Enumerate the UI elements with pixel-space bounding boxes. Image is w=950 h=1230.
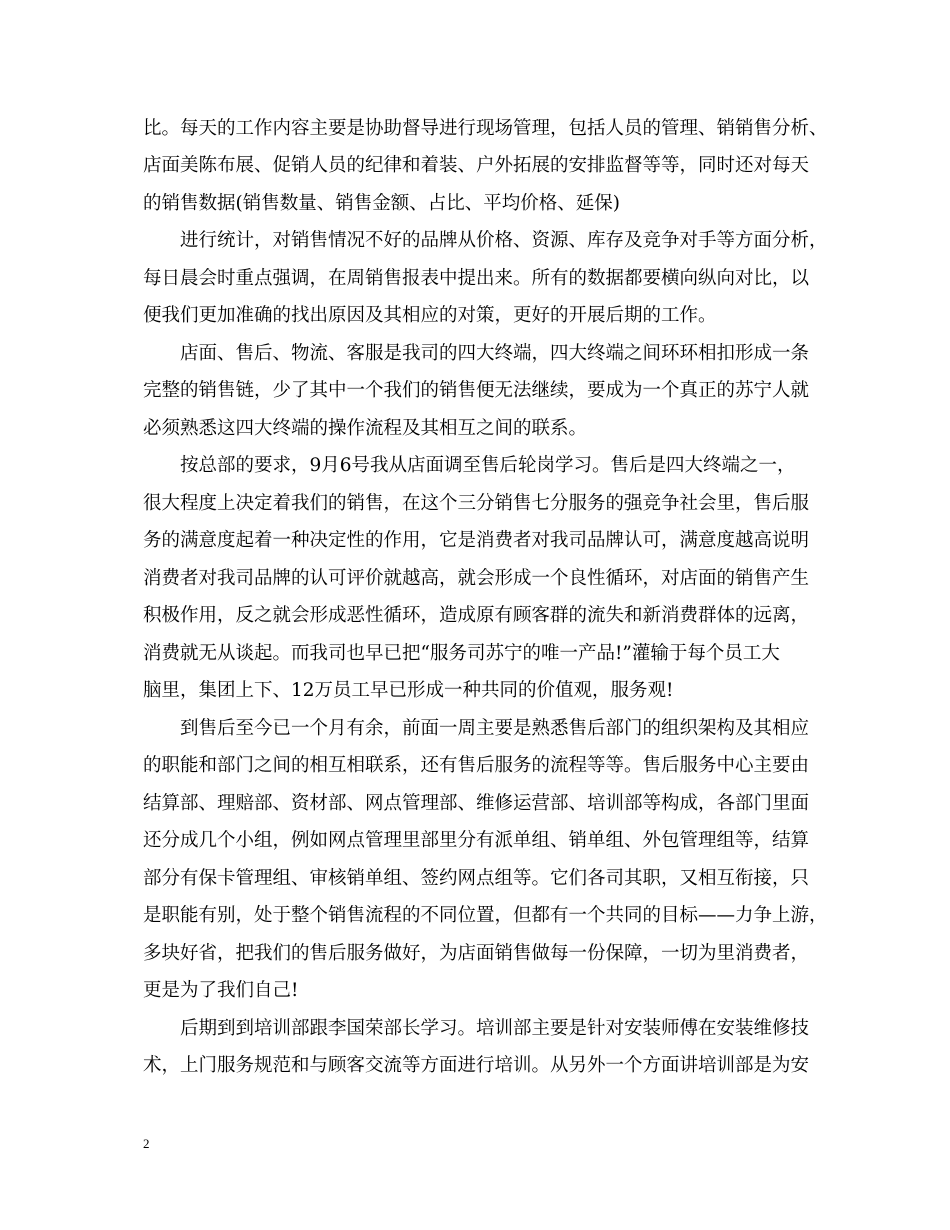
text-line: 便我们更加准确的找出原因及其相应的对策，更好的开展后期的工作。 xyxy=(143,305,717,326)
page-number: 2 xyxy=(143,1136,150,1151)
text-line: 消费者对我司品牌的认可评价就越高，就会形成一个良性循环，对店面的销售产生 xyxy=(143,568,810,589)
text-line: 更是为了我们自己! xyxy=(143,980,299,1001)
text-line: 的销售数据(销售数量、销售金额、占比、平均价格、延保) xyxy=(143,193,620,214)
text-line: 务的满意度起着一种决定性的作用，它是消费者对我司品牌认可，满意度越高说明 xyxy=(143,530,810,551)
text-line: 的职能和部门之间的相互相联系，还有售后服务的流程等等。售后服务中心主要由 xyxy=(143,755,810,776)
paragraph-first-line: 后期到到培训部跟李国荣部长学习。培训部主要是针对安装师傅在安装维修技 xyxy=(180,1018,810,1039)
text-line: 完整的销售链，少了其中一个我们的销售便无法继续，要成为一个真正的苏宁人就 xyxy=(143,380,810,401)
text-line: 多块好省，把我们的售后服务做好，为店面销售做每一份保障，一切为里消费者， xyxy=(143,943,810,964)
paragraph-first-line: 进行统计，对销售情况不好的品牌从价格、资源、库存及竞争对手等方面分析， xyxy=(180,230,828,251)
text-line: 是职能有别，处于整个销售流程的不同位置，但都有一个共同的目标——力争上游， xyxy=(143,905,828,926)
text-line: 店面美陈布展、促销人员的纪律和着装、户外拓展的安排监督等等，同时还对每天 xyxy=(143,155,810,176)
text-line: 还分成几个小组，例如网点管理里部里分有派单组、销单组、外包管理组等，结算 xyxy=(143,830,810,851)
text-line: 很大程度上决定着我们的销售，在这个三分销售七分服务的强竞争社会里，售后服 xyxy=(143,493,810,514)
text-line: 部分有保卡管理组、审核销单组、签约网点组等。它们各司其职，又相互衔接，只 xyxy=(143,868,810,889)
text-line: 比。每天的工作内容主要是协助督导进行现场管理，包括人员的管理、销销售分析、 xyxy=(143,118,828,139)
paragraph-first-line: 店面、售后、物流、客服是我司的四大终端，四大终端之间环环相扣形成一条 xyxy=(180,343,810,364)
text-line: 积极作用，反之就会形成恶性循环，造成原有顾客群的流失和新消费群体的远离， xyxy=(143,605,810,626)
text-line: 结算部、理赔部、资材部、网点管理部、维修运营部、培训部等构成，各部门里面 xyxy=(143,793,810,814)
text-line: 必须熟悉这四大终端的操作流程及其相互之间的联系。 xyxy=(143,418,588,439)
text-line: 术，上门服务规范和与顾客交流等方面进行培训。从另外一个方面讲培训部是为安 xyxy=(143,1055,810,1076)
text-line: 每日晨会时重点强调，在周销售报表中提出来。所有的数据都要横向纵向对比，以 xyxy=(143,268,810,289)
paragraph-first-line: 按总部的要求，9月6号我从店面调至售后轮岗学习。售后是四大终端之一， xyxy=(180,455,796,476)
paragraph-first-line: 到售后至今已一个月有余，前面一周主要是熟悉售后部门的组织架构及其相应 xyxy=(180,718,810,739)
text-line: 消费就无从谈起。而我司也早已把“服务司苏宁的唯一产品!”灌输于每个员工大 xyxy=(143,643,780,664)
text-line: 脑里，集团上下、12万员工早已形成一种共同的价值观，服务观! xyxy=(143,680,674,701)
